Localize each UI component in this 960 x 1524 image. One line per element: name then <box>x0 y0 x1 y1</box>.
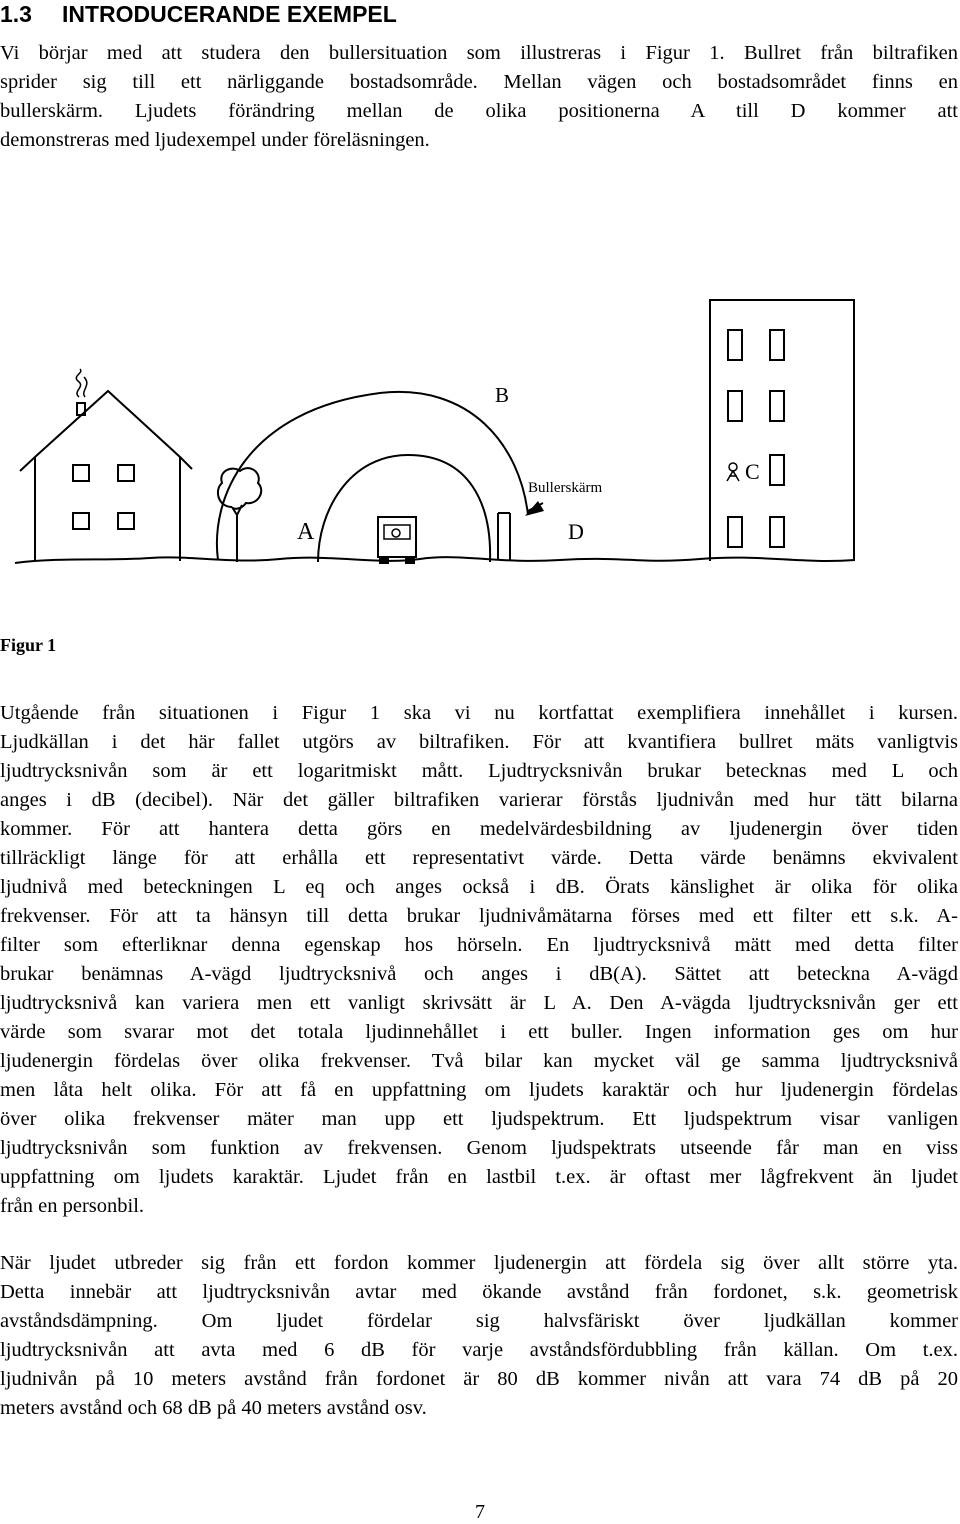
tree-icon <box>218 468 261 562</box>
intro-paragraph <box>0 39 958 155</box>
body-line: från en personbil. <box>0 1195 145 1217</box>
body-line: kommer. För att hantera detta görs en medelvärdesbildning av ljudenergin över tiden <box>0 818 958 840</box>
noise-barrier <box>498 513 510 560</box>
house-window <box>73 513 89 529</box>
building-window <box>770 517 784 547</box>
body-line: ljudtrycksnivån som funktion av frekvensen. Genom ljudspektrats utseende får man en viss <box>0 1137 958 1159</box>
intro-line: demonstreras med ljudexempel under föreläsningen. <box>0 129 430 151</box>
body-line: ljudtrycksnivån som är ett logaritmiskt mått. Ljudtrycksnivån brukar betecknas med L och <box>0 760 958 782</box>
section-heading <box>0 0 397 28</box>
apartment-building <box>710 300 854 561</box>
body-line: frekvenser. För att ta hänsyn till detta brukar ljudnivåmätarna förses med ett filter ett s.k. A- <box>0 905 958 927</box>
building-window <box>770 330 784 360</box>
body-line: över olika frekvenser mäter man upp ett ljudspektrum. Ett ljudspektrum visar vanligen <box>0 1108 958 1130</box>
body-line: ljudnivå med beteckningen L eq och anges också i dB. Örats känslighet är olika för olika <box>0 876 958 898</box>
ground-line <box>15 557 855 563</box>
building-window <box>728 330 742 360</box>
body-line: uppfattning om ljudets karaktär. Ljudet från en lastbil t.ex. är oftast mer lågfrekvent än ljudet <box>0 1166 958 1188</box>
house <box>20 391 192 561</box>
final-line: Detta innebär att ljudtrycksnivån avtar med ökande avstånd från fordonet, s.k. geometrisk <box>0 1281 958 1303</box>
building-window <box>770 391 784 421</box>
final-paragraph <box>0 1249 958 1423</box>
body-line: men låta helt olika. För att få en uppfattning om ljudets karaktär och hur ljudenergin fördelas <box>0 1079 958 1101</box>
building-window <box>728 517 742 547</box>
body-line: ljudenergin fördelas över olika frekvenser. Två bilar kan mycket väl ge samma ljudtrycksnivå <box>0 1050 958 1072</box>
page-number: 7 <box>475 1501 485 1523</box>
body-line: tillräckligt länge för att erhålla ett representativt värde. Detta värde benämns ekvivalent <box>0 847 958 869</box>
position-a-label: A <box>297 519 315 545</box>
house-window <box>73 465 89 481</box>
building-window <box>770 455 784 485</box>
building-window <box>728 391 742 421</box>
final-line: ljudnivån på 10 meters avstånd från fordonet är 80 dB kommer nivån att vara 74 dB på 20 <box>0 1368 958 1390</box>
section-number: 1.3 <box>0 1 32 27</box>
final-line: avståndsdämpning. Om ljudet fördelar sig halvsfäriskt över ljudkällan kommer <box>0 1310 958 1332</box>
sound-wave-outer <box>217 392 528 560</box>
final-line: När ljudet utbreder sig från ett fordon kommer ljudenergin att fördela sig över allt större yta. <box>0 1252 958 1274</box>
body-line: anges i dB (decibel). När det gäller biltrafiken varierar förstås ljudnivån med hur tätt bilarna <box>0 789 958 811</box>
intro-line: bullerskärm. Ljudets förändring mellan de olika positionerna A till D kommer att <box>0 100 958 122</box>
body-line: värde som svarar mot det totala ljudinnehållet i ett buller. Ingen information ges om hur <box>0 1021 958 1043</box>
barrier-label: Bullerskärm <box>528 480 603 496</box>
house-window <box>118 465 134 481</box>
body-line: brukar benämnas A-vägd ljudtrycksnivå och anges i dB(A). Sättet att beteckna A-vägd <box>0 963 958 985</box>
intro-line: Vi börjar med att studera den bullersituation som illustreras i Figur 1. Bullret från biltrafiken <box>0 42 958 64</box>
position-c-label: C <box>745 459 760 484</box>
position-b-label: B <box>495 383 510 407</box>
final-line: meters avstånd och 68 dB på 40 meters avstånd osv. <box>0 1397 427 1419</box>
house-window <box>118 513 134 529</box>
body-line: Utgående från situationen i Figur 1 ska vi nu kortfattat exemplifiera innehållet i kursen. <box>0 702 958 724</box>
intro-line: sprider sig till ett närliggande bostadsområde. Mellan vägen och bostadsområdet finns en <box>0 71 958 93</box>
position-d-label: D <box>568 519 584 544</box>
chimney-smoke-icon <box>76 369 87 397</box>
figure-caption: Figur 1 <box>0 635 57 655</box>
figure-illustration <box>0 285 960 585</box>
body-line: filter som efterliknar denna egenskap hos hörseln. En ljudtrycksnivå mätt med detta filter <box>0 934 958 956</box>
sound-wave-inner <box>318 455 490 562</box>
section-title: INTRODUCERANDE EXEMPEL <box>62 1 397 27</box>
final-line: ljudtrycksnivån att avta med 6 dB för varje avståndsfördubbling från källan. Om t.ex. <box>0 1339 958 1361</box>
body-paragraph <box>0 699 958 1221</box>
body-line: Ljudkällan i det här fallet utgörs av biltrafiken. För att kvantifiera bullret mäts vanligtvis <box>0 731 958 753</box>
body-line: ljudtrycksnivå kan variera men ett vanligt skrivsätt är L A. Den A-vägda ljudtrycksnivån ger ett <box>0 992 958 1014</box>
